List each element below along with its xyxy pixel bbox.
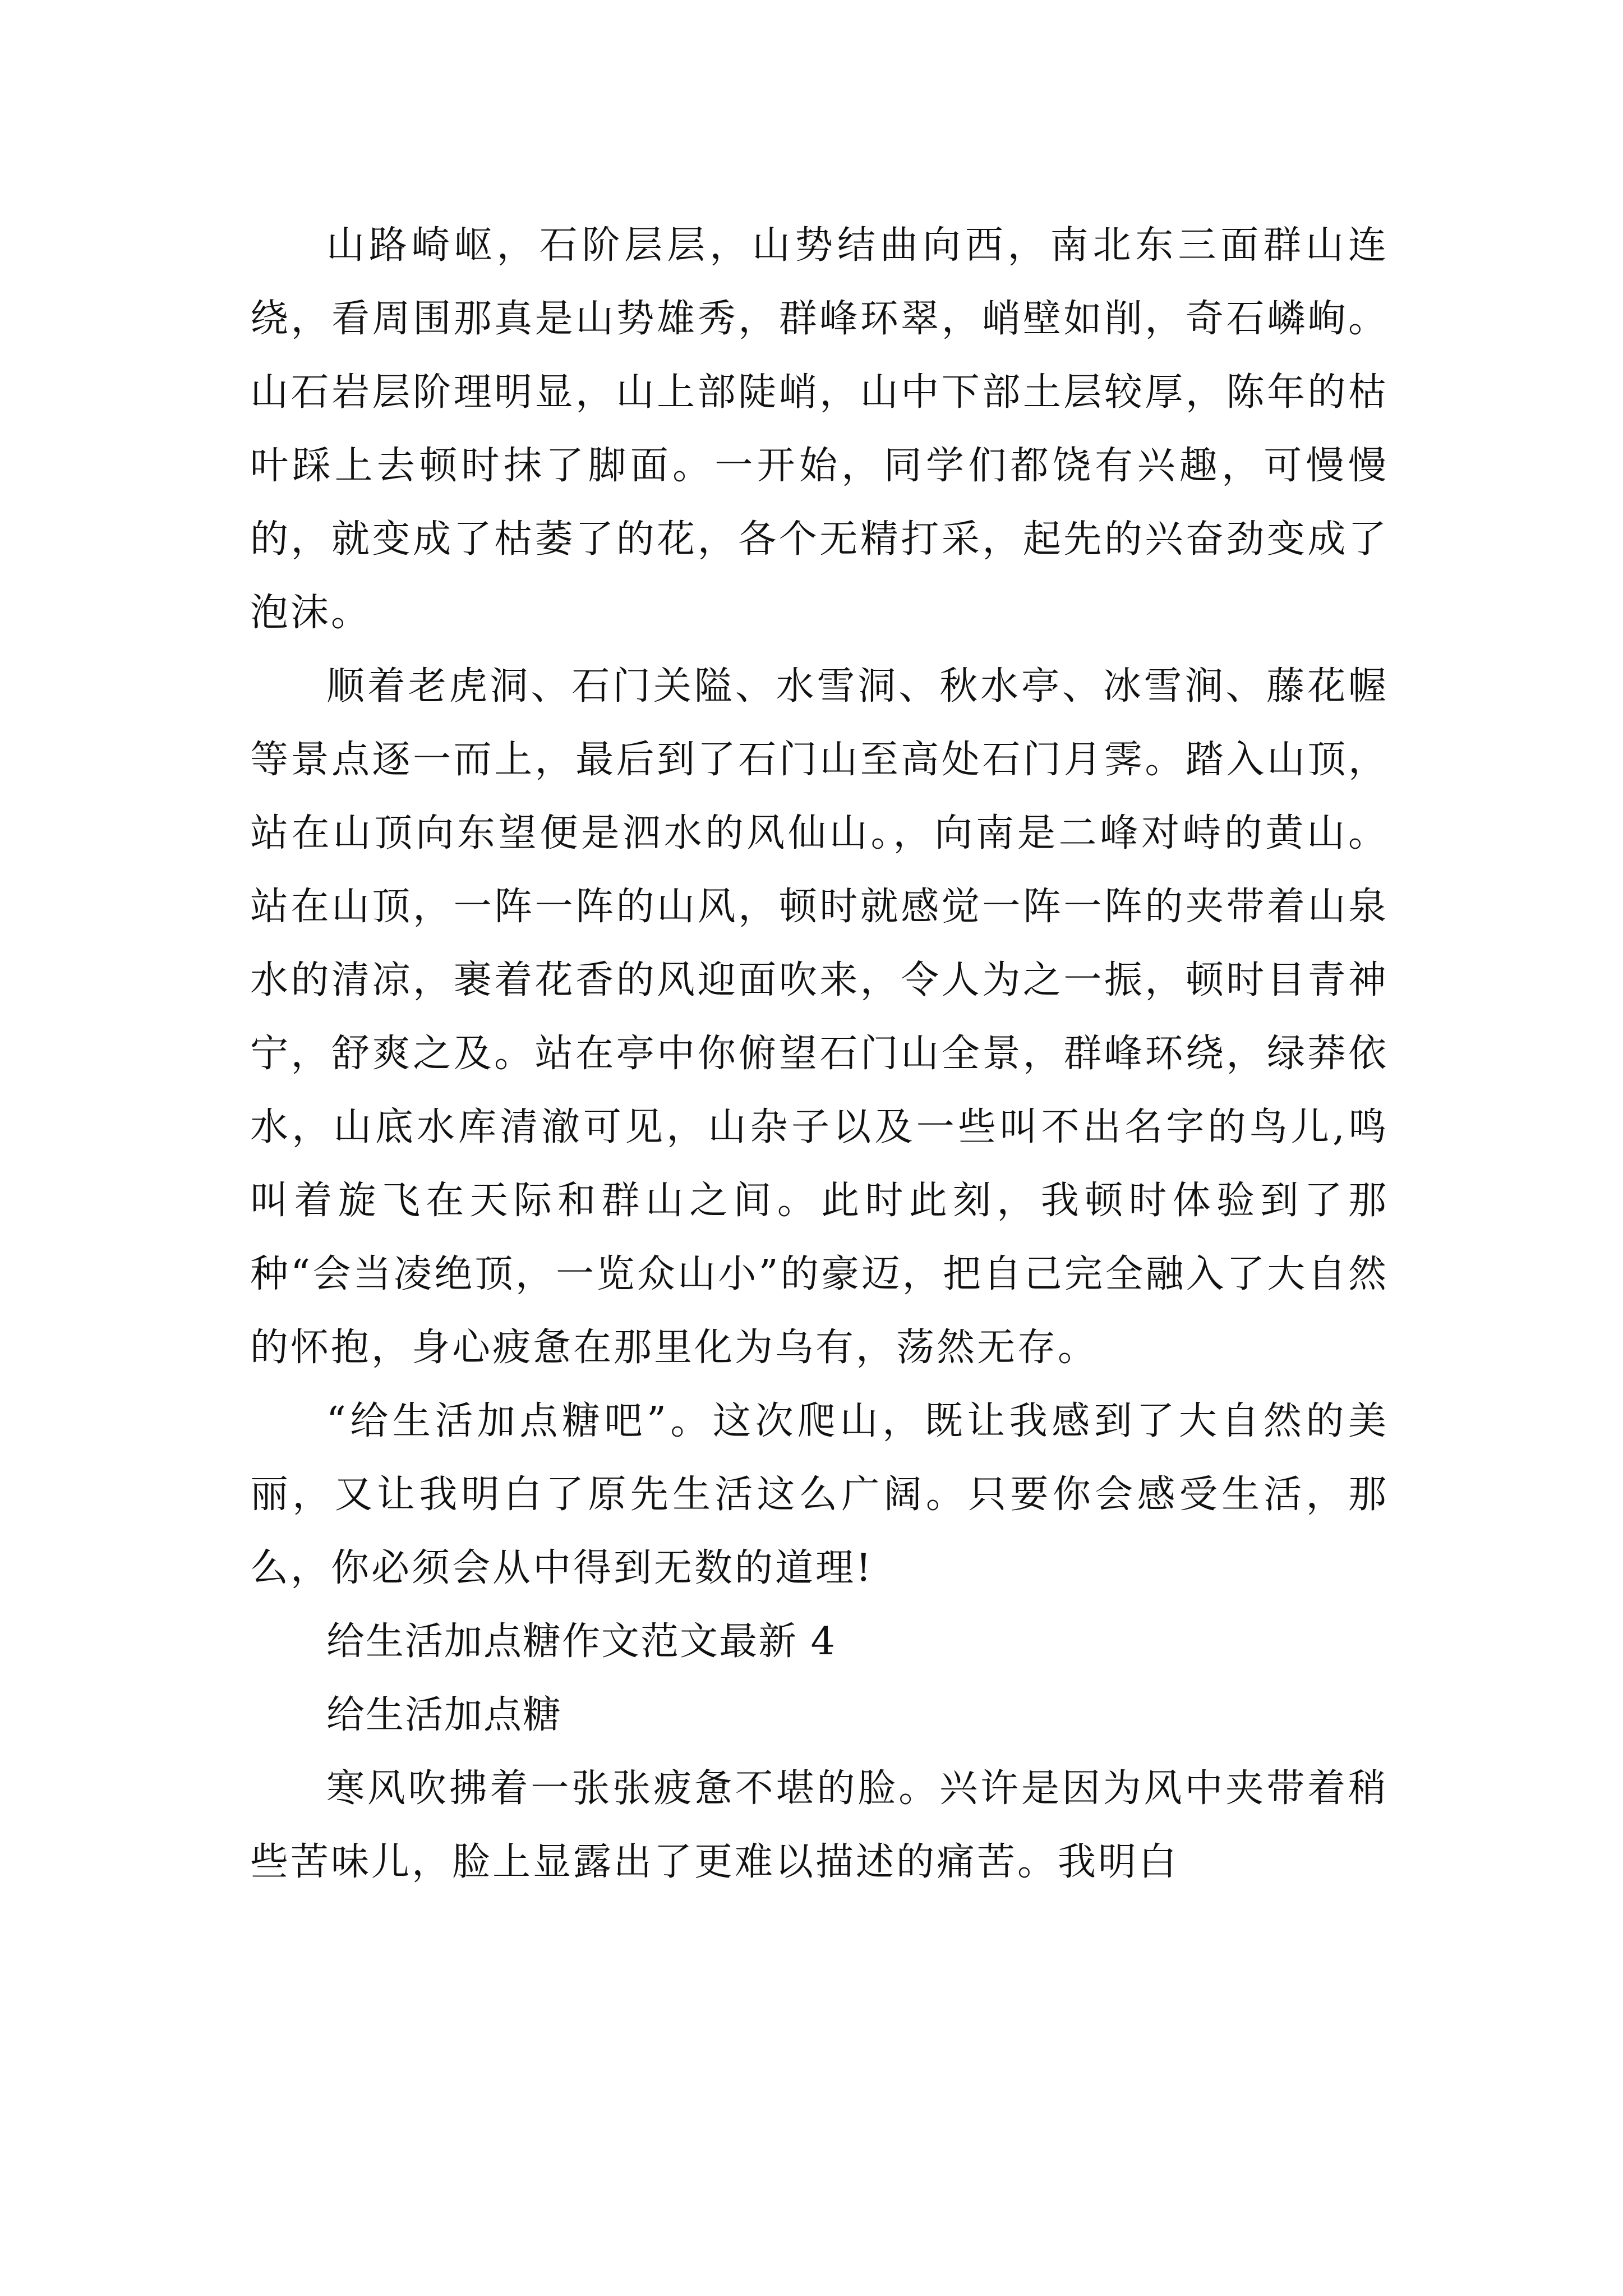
paragraph-add-sugar-conclusion: “给生活加点糖吧”。这次爬山，既让我感到了大自然的美丽，又让我明白了原先生活这么广阔。只要你会感受生活，那么，你必须会从中得到无数的道理! (250, 1399, 1389, 1590)
paragraph-summit-view: 顺着老虎洞、石门关隘、水雪洞、秋水亭、冰雪涧、藤花幄等景点逐一而上，最后到了石门山至高处石门月霁。踏入山顶，站在山顶向东望便是泗水的风仙山。，向南是二峰对峙的黄山。站在山顶，一阵一阵的山风，顿时就感觉一阵一阵的夹带着山泉水的清凉，裹着花香的风迎面吹来，令人为之一振，顿时目青神宁，舒爽之及。站在亭中你俯望石门山全景，群峰环绕，绿莽依水，山底水库清澈可见，山杂子以及一些叫不出名字的鸟儿,鸣叫着旋飞在天际和群山之间。此时此刻，我顿时体验到了那种“会当凌绝顶，一览众山小”的豪迈，把自己完全融入了大自然的怀抱，身心疲惫在那里化为乌有，荡然无存。 (250, 664, 1389, 1370)
essay-section-title: 给生活加点糖作文范文最新 4 (326, 1619, 836, 1664)
essay-title: 给生活加点糖 (326, 1693, 562, 1737)
paragraph-cold-wind: 寒风吹拂着一张张疲惫不堪的脸。兴许是因为风中夹带着稍些苦味儿，脸上显露出了更难以描述的痛苦。我明白 (250, 1766, 1389, 1884)
paragraph-mountain-path: 山路崎岖，石阶层层，山势结曲向西，南北东三面群山连绕，看周围那真是山势雄秀，群峰环翠，峭壁如削，奇石嶙峋。山石岩层阶理明显，山上部陡峭，山中下部土层较厚，陈年的枯叶踩上去顿时抹了脚面。一开始，同学们都饶有兴趣，可慢慢的，就变成了枯萎了的花，各个无精打采，起先的兴奋劲变成了泡沫。 (250, 223, 1389, 635)
body-text (250, 209, 1389, 1899)
